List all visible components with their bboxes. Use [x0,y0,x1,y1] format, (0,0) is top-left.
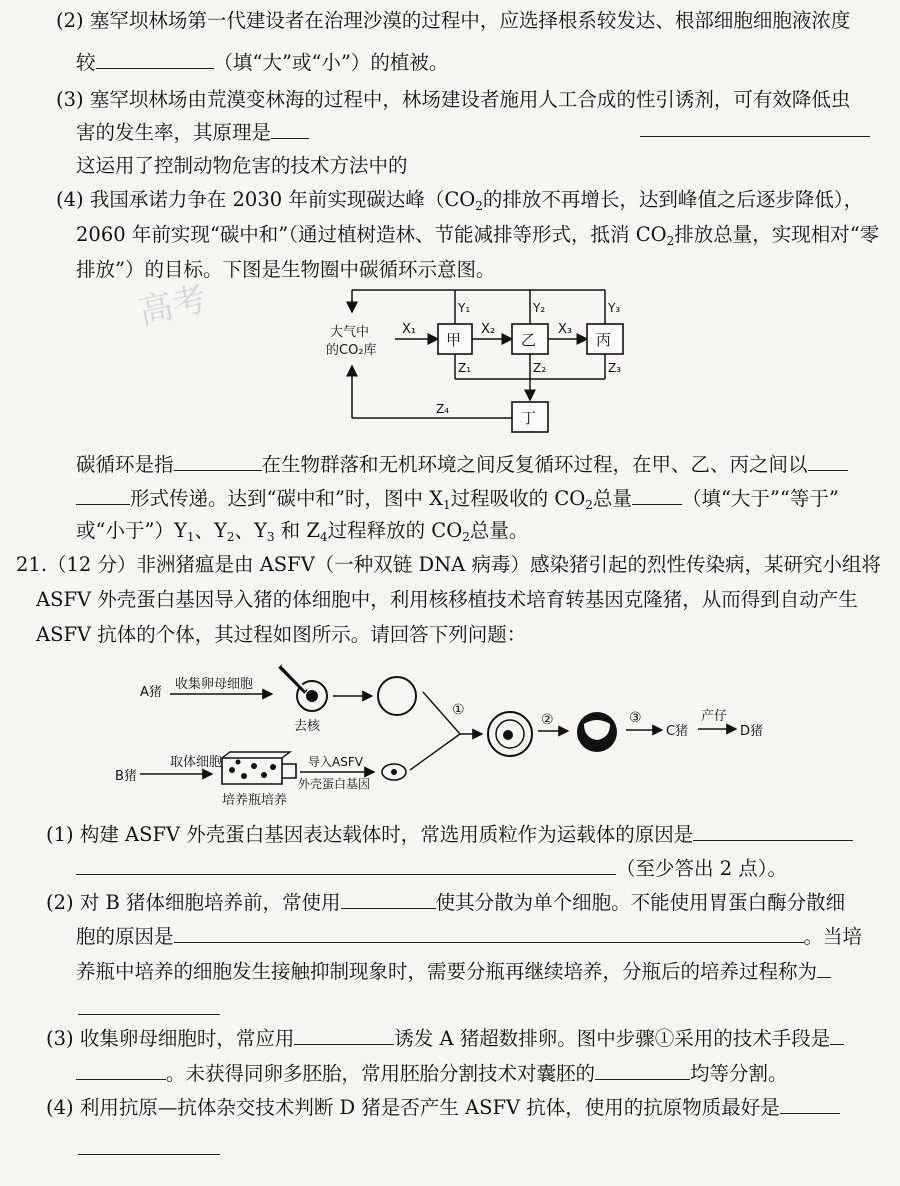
reconstructed-embryo [488,712,532,756]
answer-blank[interactable] [76,1061,166,1080]
label-y1: Y₁ [458,301,471,315]
text: （填“大”或“小”）的植被。 [213,51,449,74]
text: 害的发生率，其原理是 [76,121,272,144]
text: 。当培 [803,925,863,948]
q21-p4-line1 [46,1095,840,1121]
text: 形式传递。达到“碳中和”时，图中 X [130,487,444,510]
text: 碳循环是指 [76,453,174,476]
q21-p3-line1 [46,1026,844,1052]
pool-label-2: 的CO₂库 [326,343,377,358]
q20-p4-line1 [56,187,863,219]
text: 2060 年前实现“碳中和”（通过植树造林、节能减排等形式，抵消 CO [76,223,667,246]
text: 均等分割。 [690,1062,788,1085]
answer-blank[interactable] [640,118,870,137]
label-c-pig: C猪 [666,724,689,739]
text: 较 [76,51,96,74]
text: （至少答出 2 点）。 [616,857,788,880]
label-x3: X₃ [558,322,573,337]
culture-flask-icon [222,752,296,784]
answer-blank[interactable] [780,1095,840,1114]
subscript: 1 [186,530,195,544]
label-birth: 产仔 [701,709,728,724]
text: （填“大于”“等于” [681,487,839,510]
label-a-pig: A猪 [140,685,162,700]
label-x2: X₂ [481,322,496,337]
text: 排放总量，实现相对“零 [674,223,880,246]
answer-blank[interactable] [78,1136,220,1155]
enucleation-icon [280,665,327,711]
text: 总量。 [469,519,529,542]
answer-blank[interactable] [693,822,853,841]
q21-p2-line2 [76,924,862,950]
answer-blank[interactable] [76,486,130,505]
watermark: 高考 [135,279,211,333]
q20-p4-answer-line2 [76,486,839,518]
text: 、Y [234,519,267,542]
text: (3) 收集卵母细胞时，常应用 [46,1027,295,1050]
label-enucleation: 去核 [294,719,321,734]
subscript: 2 [666,234,675,248]
text: 过程吸收的 CO [450,487,586,510]
answer-blank[interactable] [632,486,682,505]
label-flask-culture: 培养瓶培养 [222,793,288,808]
label-z1: Z₁ [458,361,472,375]
label-step3: ③ [629,710,642,726]
answer-blank[interactable] [830,1026,844,1045]
label-collect: 收集卵母细胞 [175,677,254,692]
text: 和 Z [274,519,320,542]
label-step1: ① [452,702,465,718]
label-y3: Y₃ [608,301,621,315]
label-y2: Y₂ [533,301,546,315]
text: 使其分散为单个细胞。不能使用胃蛋白酶分散细 [435,891,846,914]
answer-blank[interactable] [174,924,804,943]
answer-blank[interactable] [271,120,309,139]
text: (4) 利用抗原—抗体杂交技术判断 D 猪是否产生 ASFV 抗体，使用的抗原物质最好是 [46,1096,780,1119]
q20-p4-line3: 排放”）的目标。下图是生物圈中碳循环示意图。 [76,258,496,281]
text: 、Y [194,519,227,542]
label-import-1: 导入ASFV [308,755,363,769]
q21-p2-line3 [76,959,831,985]
label-d-pig: D猪 [740,724,764,739]
q20-p2-line2 [76,50,448,76]
q21-stem-line1: 21.（12 分）非洲猪瘟是由 ASFV（一种双链 DNA 病毒）感染猪引起的烈性传染病，某研究小组将 [16,553,881,576]
text: (4) 我国承诺力争在 2030 年前实现碳达峰（CO [56,188,476,211]
q21-stem-line3: ASFV 抗体的个体，其过程如图所示。请回答下列问题： [36,623,527,646]
q20-p3-line2 [76,120,309,146]
answer-blank[interactable] [808,452,848,471]
answer-blank[interactable] [341,890,436,909]
label-jia: 甲 [446,331,462,349]
enucleated-oocyte [378,677,416,715]
label-take-cells: 取体细胞 [170,755,223,770]
text: 养瓶中培养的细胞发生接触抑制现象时，需要分瓶再继续培养，分瓶后的培养过程称为 [76,960,818,983]
cloning-process-diagram [0,652,900,812]
carbon-cycle-diagram [0,282,900,442]
text: 或“小于”）Y [76,519,187,542]
q20-p3-line3 [76,153,408,179]
q21-p2-line1 [46,890,845,916]
q20-p4-answer-line1 [76,452,848,478]
q20-p2-line1: (2) 塞罕坝林场第一代建设者在治理沙漠的过程中，应选择根系较发达、根部细胞细胞液浓度 [56,9,851,32]
answer-blank[interactable] [294,1026,394,1045]
q21-p1-line2 [76,856,787,882]
text: 胞的原因是 [76,925,174,948]
subscript: 2 [226,530,235,544]
text: 在生物群落和无机环境之间反复循环过程，在甲、乙、丙之间以 [261,453,808,476]
subscript: 1 [443,498,451,512]
answer-blank[interactable] [595,1061,690,1080]
subscript: 3 [266,530,275,544]
pool-label-1: 大气中 [330,325,370,340]
text: 过程释放的 CO [327,519,463,542]
q21-stem-line2: ASFV 外壳蛋白基因导入猪的体细胞中，利用核移植技术培育转基因克隆猪，从而得到自动产生 [36,588,858,611]
label-z2: Z₂ [533,361,547,375]
label-import-2: 外壳蛋白基因 [298,777,371,791]
label-step2: ② [541,712,554,728]
text: 诱发 A 猪超数排卵。图中步骤①采用的技术手段是 [394,1027,831,1050]
subscript: 2 [475,199,483,213]
label-yi: 乙 [521,331,537,349]
label-z4: Z₄ [436,402,450,416]
q21-p3-line2 [76,1061,788,1087]
label-b-pig: B猪 [115,769,137,784]
answer-blank[interactable] [96,50,214,69]
label-z3: Z₃ [608,361,622,375]
text: (2) 对 B 猪体细胞培养前，常使用 [46,891,341,914]
q21-p1-line1 [46,822,853,848]
answer-blank[interactable] [78,996,220,1015]
blastocyst [577,712,617,752]
text: 的排放不再增长，达到峰值之后逐步降低）， [482,188,864,211]
q20-p4-line2 [76,222,879,254]
text: 这运用了控制动物危害的技术方法中的 [76,154,408,177]
subscript: 2 [585,498,593,512]
label-bing: 丙 [596,331,612,349]
label-x1: X₁ [402,322,417,337]
answer-blank[interactable] [174,452,262,471]
q20-p4-answer-line3 [76,518,528,550]
answer-blank[interactable] [76,856,616,875]
text: 。未获得同卵多胚胎，常用胚胎分割技术对囊胚的 [166,1062,596,1085]
answer-blank[interactable] [817,959,831,978]
subscript: 2 [462,530,470,544]
text: 总量 [592,487,632,510]
subscript: 4 [319,530,328,544]
transgenic-somatic-cell [382,764,406,780]
q20-p3-line1: (3) 塞罕坝林场由荒漠变林海的过程中，林场建设者施用人工合成的性引诱剂，可有效降低虫 [56,88,851,111]
text: (1) 构建 ASFV 外壳蛋白基因表达载体时，常选用质粒作为运载体的原因是 [46,823,694,846]
label-ding: 丁 [521,409,537,427]
